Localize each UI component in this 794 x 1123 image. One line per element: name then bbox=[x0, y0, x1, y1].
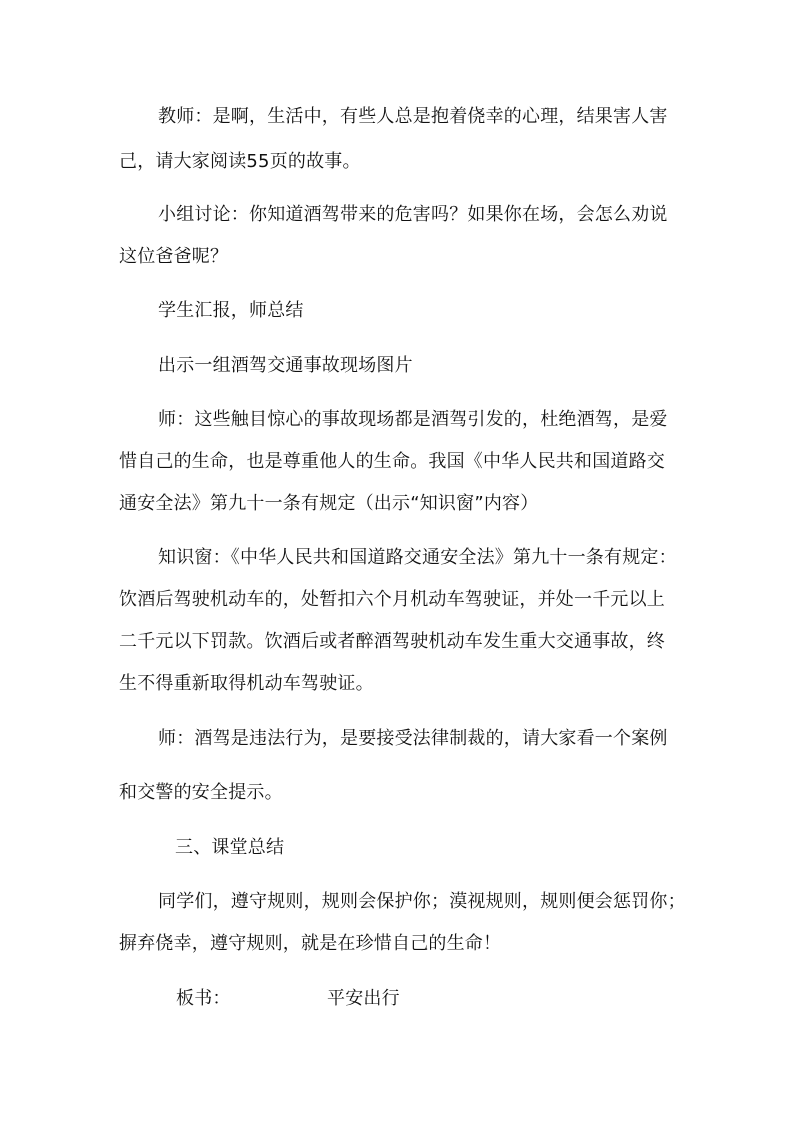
board-writing-label: 板书： bbox=[176, 988, 231, 1009]
paragraph-knowledge-line-4: 生不得重新取得机动车驾驶证。 bbox=[119, 673, 374, 694]
paragraph-knowledge-line-2: 饮酒后驾驶机动车的，处暂扣六个月机动车驾驶证，并处一千元以上 bbox=[119, 589, 665, 610]
paragraph-discussion-line-2: 这位爸爸呢？ bbox=[119, 246, 229, 267]
paragraph-teacher3-line-1: 师：酒驾是违法行为，是要接受法律制裁的，请大家看一个案例 bbox=[158, 728, 668, 749]
paragraph-teacher-line-1: 教师：是啊，生活中，有些人总是抱着侥幸的心理，结果害人害 bbox=[158, 106, 668, 127]
paragraph-teacher-line-2: 己，请大家阅读55页的故事。 bbox=[119, 151, 361, 172]
paragraph-summary-line-1: 同学们，遵守规则，规则会保护你；漠视规则，规则便会惩罚你； bbox=[158, 891, 686, 912]
paragraph-teacher2-line-2: 惜自己的生命，也是尊重他人的生命。我国《中华人民共和国道路交 bbox=[119, 451, 665, 472]
paragraph-teacher3-line-2: 和交警的安全提示。 bbox=[119, 782, 283, 803]
paragraph-teacher2-line-3: 通安全法》第九十一条有规定（出示“知识窗”内容） bbox=[119, 493, 539, 514]
paragraph-discussion-line-1: 小组讨论：你知道酒驾带来的危害吗？如果你在场，会怎么劝说 bbox=[158, 204, 668, 225]
paragraph-show-pictures: 出示一组酒驾交通事故现场图片 bbox=[158, 355, 413, 376]
paragraph-teacher2-line-1: 师：这些触目惊心的事故现场都是酒驾引发的，杜绝酒驾，是爱 bbox=[158, 409, 668, 430]
paragraph-summary-line-2: 摒弃侥幸，遵守规则，就是在珍惜自己的生命！ bbox=[119, 933, 502, 954]
section-heading-summary: 三、课堂总结 bbox=[175, 837, 285, 858]
board-writing-title: 平安出行 bbox=[327, 988, 400, 1009]
paragraph-report: 学生汇报，师总结 bbox=[158, 300, 304, 321]
paragraph-knowledge-line-1: 知识窗：《中华人民共和国道路交通安全法》第九十一条有规定： bbox=[158, 547, 677, 568]
paragraph-knowledge-line-3: 二千元以下罚款。饮酒后或者醉酒驾驶机动车发生重大交通事故，终 bbox=[119, 631, 665, 652]
